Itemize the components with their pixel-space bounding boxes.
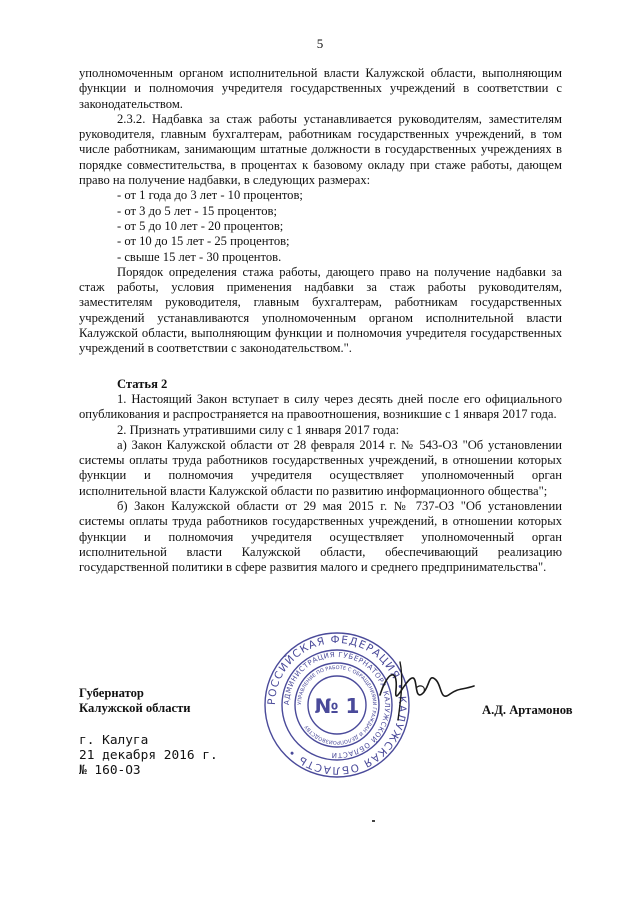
list-item: - от 5 до 10 лет - 20 процентов; — [117, 218, 284, 233]
list-item: - от 10 до 15 лет - 25 процентов; — [117, 234, 290, 249]
document-body — [79, 66, 562, 576]
paragraph: уполномоченным органом исполнительной власти Калужской области, выполняющим функции и полномочия учредителя государственных учреждений в соответствии с законодательством. — [79, 66, 562, 111]
list-item: - свыше 15 лет - 30 процентов. — [117, 249, 282, 264]
paragraph: 1. Настоящий Закон вступает в силу через десять дней после его официального опубликования и распространяется на правоотношения, возникшие с 1 января 2017 года. — [79, 391, 562, 422]
seal-outer-text: РОССИЙСКАЯ ФЕДЕРАЦИЯ • КАЛУЖСКАЯ ОБЛАСТЬ • — [265, 633, 409, 777]
date-line: 21 декабря 2016 г. — [79, 748, 218, 763]
seal-inner-text: УПРАВЛЕНИЕ ПО РАБОТЕ С ОБРАЩЕНИЯМИ ГРАЖДАН И ДЕЛОПРОИЗВОДСТВУ — [296, 664, 378, 746]
place-date-number — [79, 733, 218, 778]
paragraph: 2. Признать утратившими силу с 1 января 2017 года: — [117, 422, 400, 437]
paragraph: 2.3.2. Надбавка за стаж работы устанавливается руководителям, заместителям руководителя, главным бухгалтерам, работникам государственных учреждений, в том числе работникам, занимающим штатные должности в государственных учреждениях в порядке совместительства, в процентах к базовому окладу при стаже работы, дающем право на получение надбавки, в следующих размерах: — [79, 111, 562, 188]
page-number: 5 — [316, 36, 324, 51]
city-line: г. Калуга — [79, 733, 149, 748]
signatory-title — [79, 686, 191, 717]
article-heading: Статья 2 — [117, 376, 168, 391]
paragraph: б) Закон Калужской области от 29 мая 2015 г. № 737-ОЗ "Об установлении системы оплаты труда работников государственных учреждений, в отношении которых функции и полномочия учредителя осуществляет уполномоченный орган исполнительной власти Калужской области, обеспечивающий реализацию государственной политики в сфере развития малого и среднего предпринимательства". — [79, 499, 562, 575]
paragraph: а) Закон Калужской области от 28 февраля 2014 г. № 543-ОЗ "Об установлении системы оплаты труда работников государственных учреждений, в отношении которых функции и полномочия учредителя осуществляет уполномоченный орган исполнительной власти Калужской области по развитию информационного общества"; — [79, 437, 562, 498]
seal-number: № 1 — [314, 694, 360, 718]
law-number-line: № 160-ОЗ — [79, 763, 141, 778]
paragraph: Порядок определения стажа работы, дающего право на получение надбавки за стаж работы, условия применения надбавки за стаж работы руководителям, заместителям руководителя, главным бухгалтерам, работникам государственных учреждений устанавливаются уполномоченным органом исполнительной власти Калужской области, выполняющим функции и полномочия учредителя государственных учреждений в соответствии с законодательством.". — [79, 264, 562, 356]
list-item: - от 3 до 5 лет - 15 процентов; — [117, 203, 277, 218]
handwritten-signature — [370, 650, 480, 730]
signatory-title-line2: Калужской области — [79, 701, 191, 716]
signatory-name: А.Д. Артамонов — [482, 703, 573, 717]
signatory-title-line1: Губернатор — [79, 686, 144, 700]
list-item: - от 1 года до 3 лет - 10 процентов; — [117, 188, 303, 203]
seal-middle-text: АДМИНИСТРАЦИЯ ГУБЕРНАТОРА КАЛУЖСКОЙ ОБЛАСТИ — [282, 650, 392, 760]
speck-mark — [372, 820, 375, 822]
